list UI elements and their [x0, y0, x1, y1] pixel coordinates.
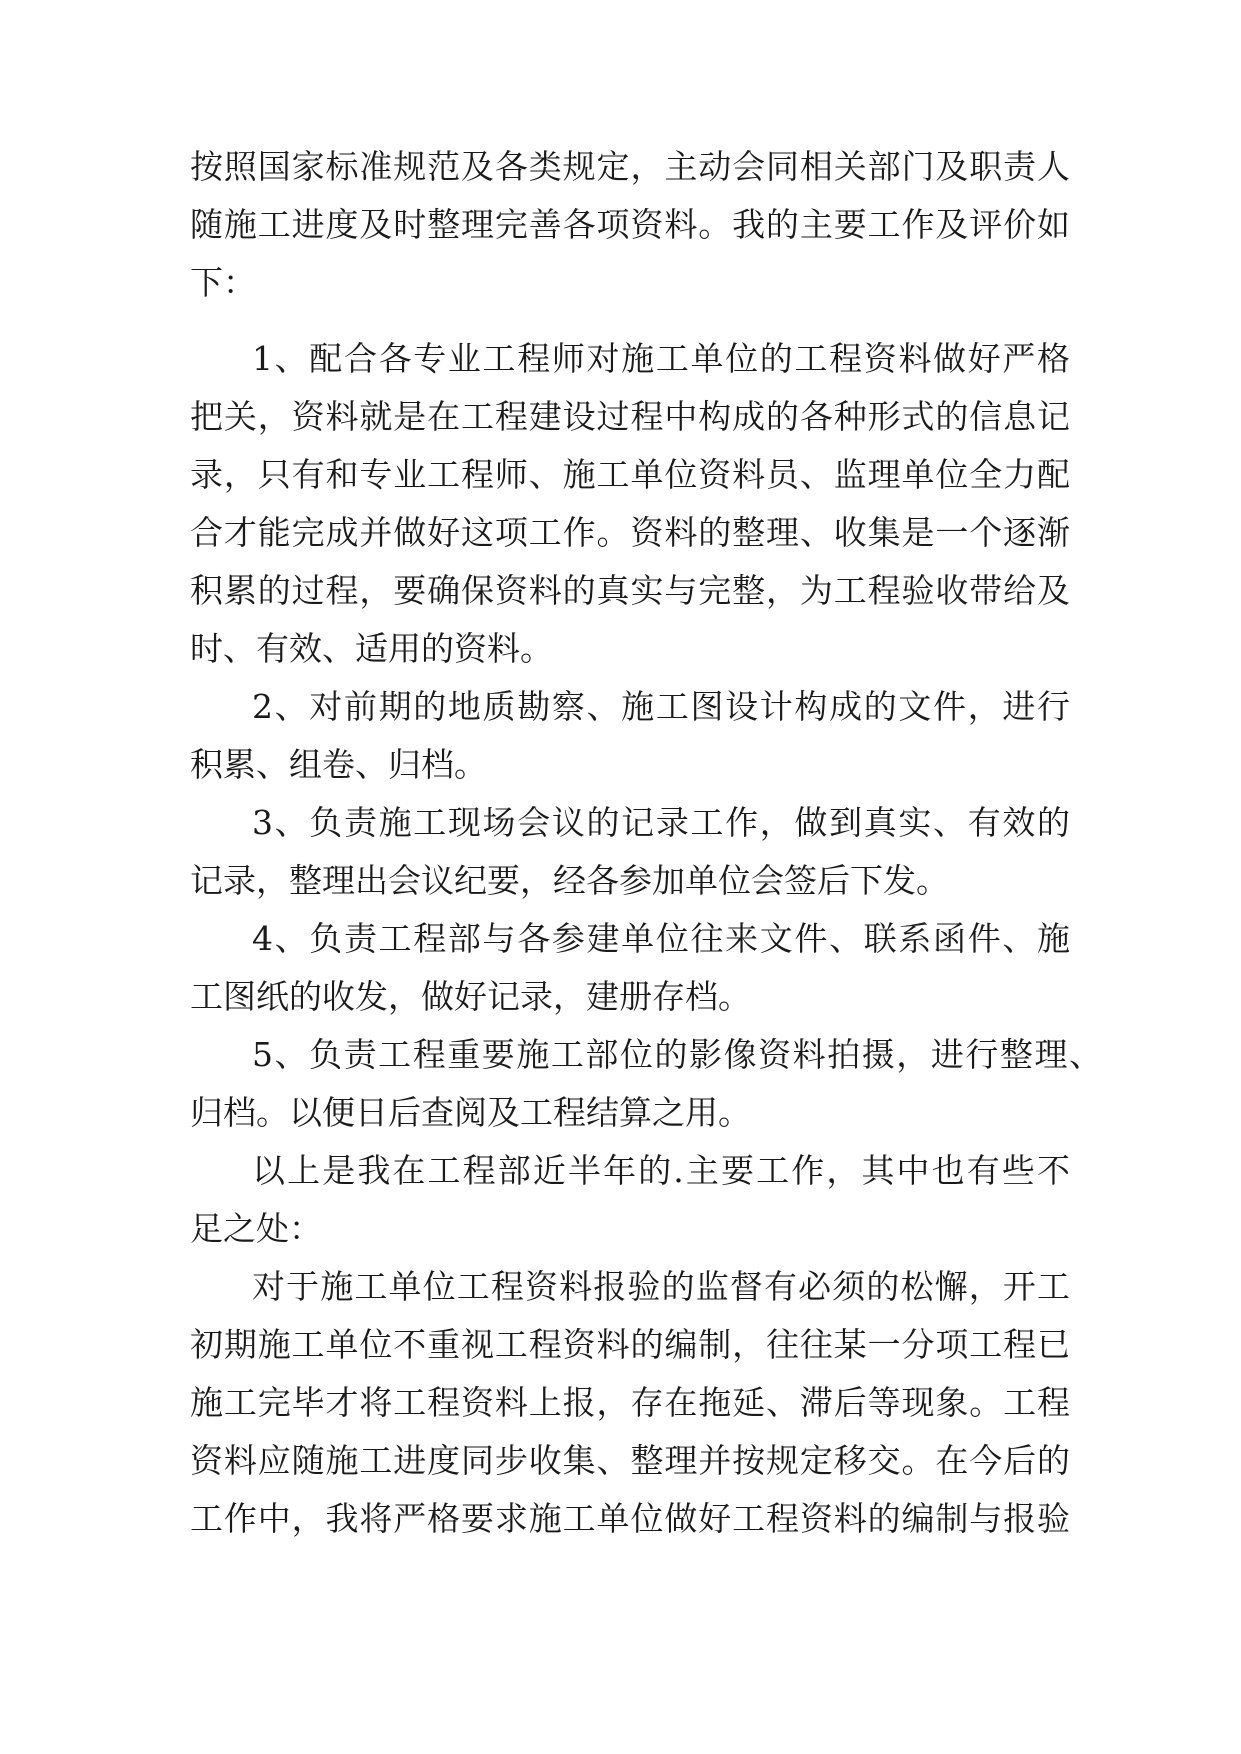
text-line: 把关，资料就是在工程建设过程中构成的各种形式的信息记 — [190, 397, 1070, 436]
text-line: 对于施工单位工程资料报验的监督有必须的松懈，开工 — [252, 1267, 1070, 1306]
text-line: 工作中，我将严格要求施工单位做好工程资料的编制与报验 — [190, 1499, 1070, 1538]
text-line: 施工完毕才将工程资料上报，存在拖延、滞后等现象。工程 — [190, 1383, 1070, 1422]
text-line: 积累的过程，要确保资料的真实与完整，为工程验收带给及 — [190, 571, 1070, 610]
text-line: 初期施工单位不重视工程资料的编制，往往某一分项工程已 — [190, 1325, 1070, 1364]
text-line: 足之处： — [190, 1209, 322, 1248]
text-line: 时、有效、适用的资料。 — [190, 629, 553, 668]
text-line: 3、负责施工现场会议的记录工作，做到真实、有效的 — [252, 803, 1070, 842]
text-line: 积累、组卷、归档。 — [190, 745, 487, 784]
text-line: 1、配合各专业工程师对施工单位的工程资料做好严格 — [252, 339, 1070, 378]
text-line: 归档。以便日后查阅及工程结算之用。 — [190, 1093, 751, 1132]
text-line: 记录，整理出会议纪要，经各参加单位会签后下发。 — [190, 861, 949, 900]
text-line: 2、对前期的地质勘察、施工图设计构成的文件，进行 — [252, 687, 1070, 726]
text-line: 工图纸的收发，做好记录，建册存档。 — [190, 977, 751, 1016]
text-line: 合才能完成并做好这项工作。资料的整理、收集是一个逐渐 — [190, 513, 1070, 552]
text-line: 随施工进度及时整理完善各项资料。我的主要工作及评价如 — [190, 205, 1070, 244]
text-line: 4、负责工程部与各参建单位往来文件、联系函件、施 — [252, 919, 1070, 958]
text-line: 下： — [190, 263, 256, 302]
text-line: 5、负责工程重要施工部位的影像资料拍摄，进行整理、 — [252, 1035, 1102, 1074]
text-line: 录，只有和专业工程师、施工单位资料员、监理单位全力配 — [190, 455, 1070, 494]
text-line: 资料应随施工进度同步收集、整理并按规定移交。在今后的 — [190, 1441, 1070, 1480]
text-line: 以上是我在工程部近半年的.主要工作，其中也有些不 — [252, 1151, 1070, 1190]
text-line: 按照国家标准规范及各类规定，主动会同相关部门及职责人 — [190, 147, 1070, 186]
